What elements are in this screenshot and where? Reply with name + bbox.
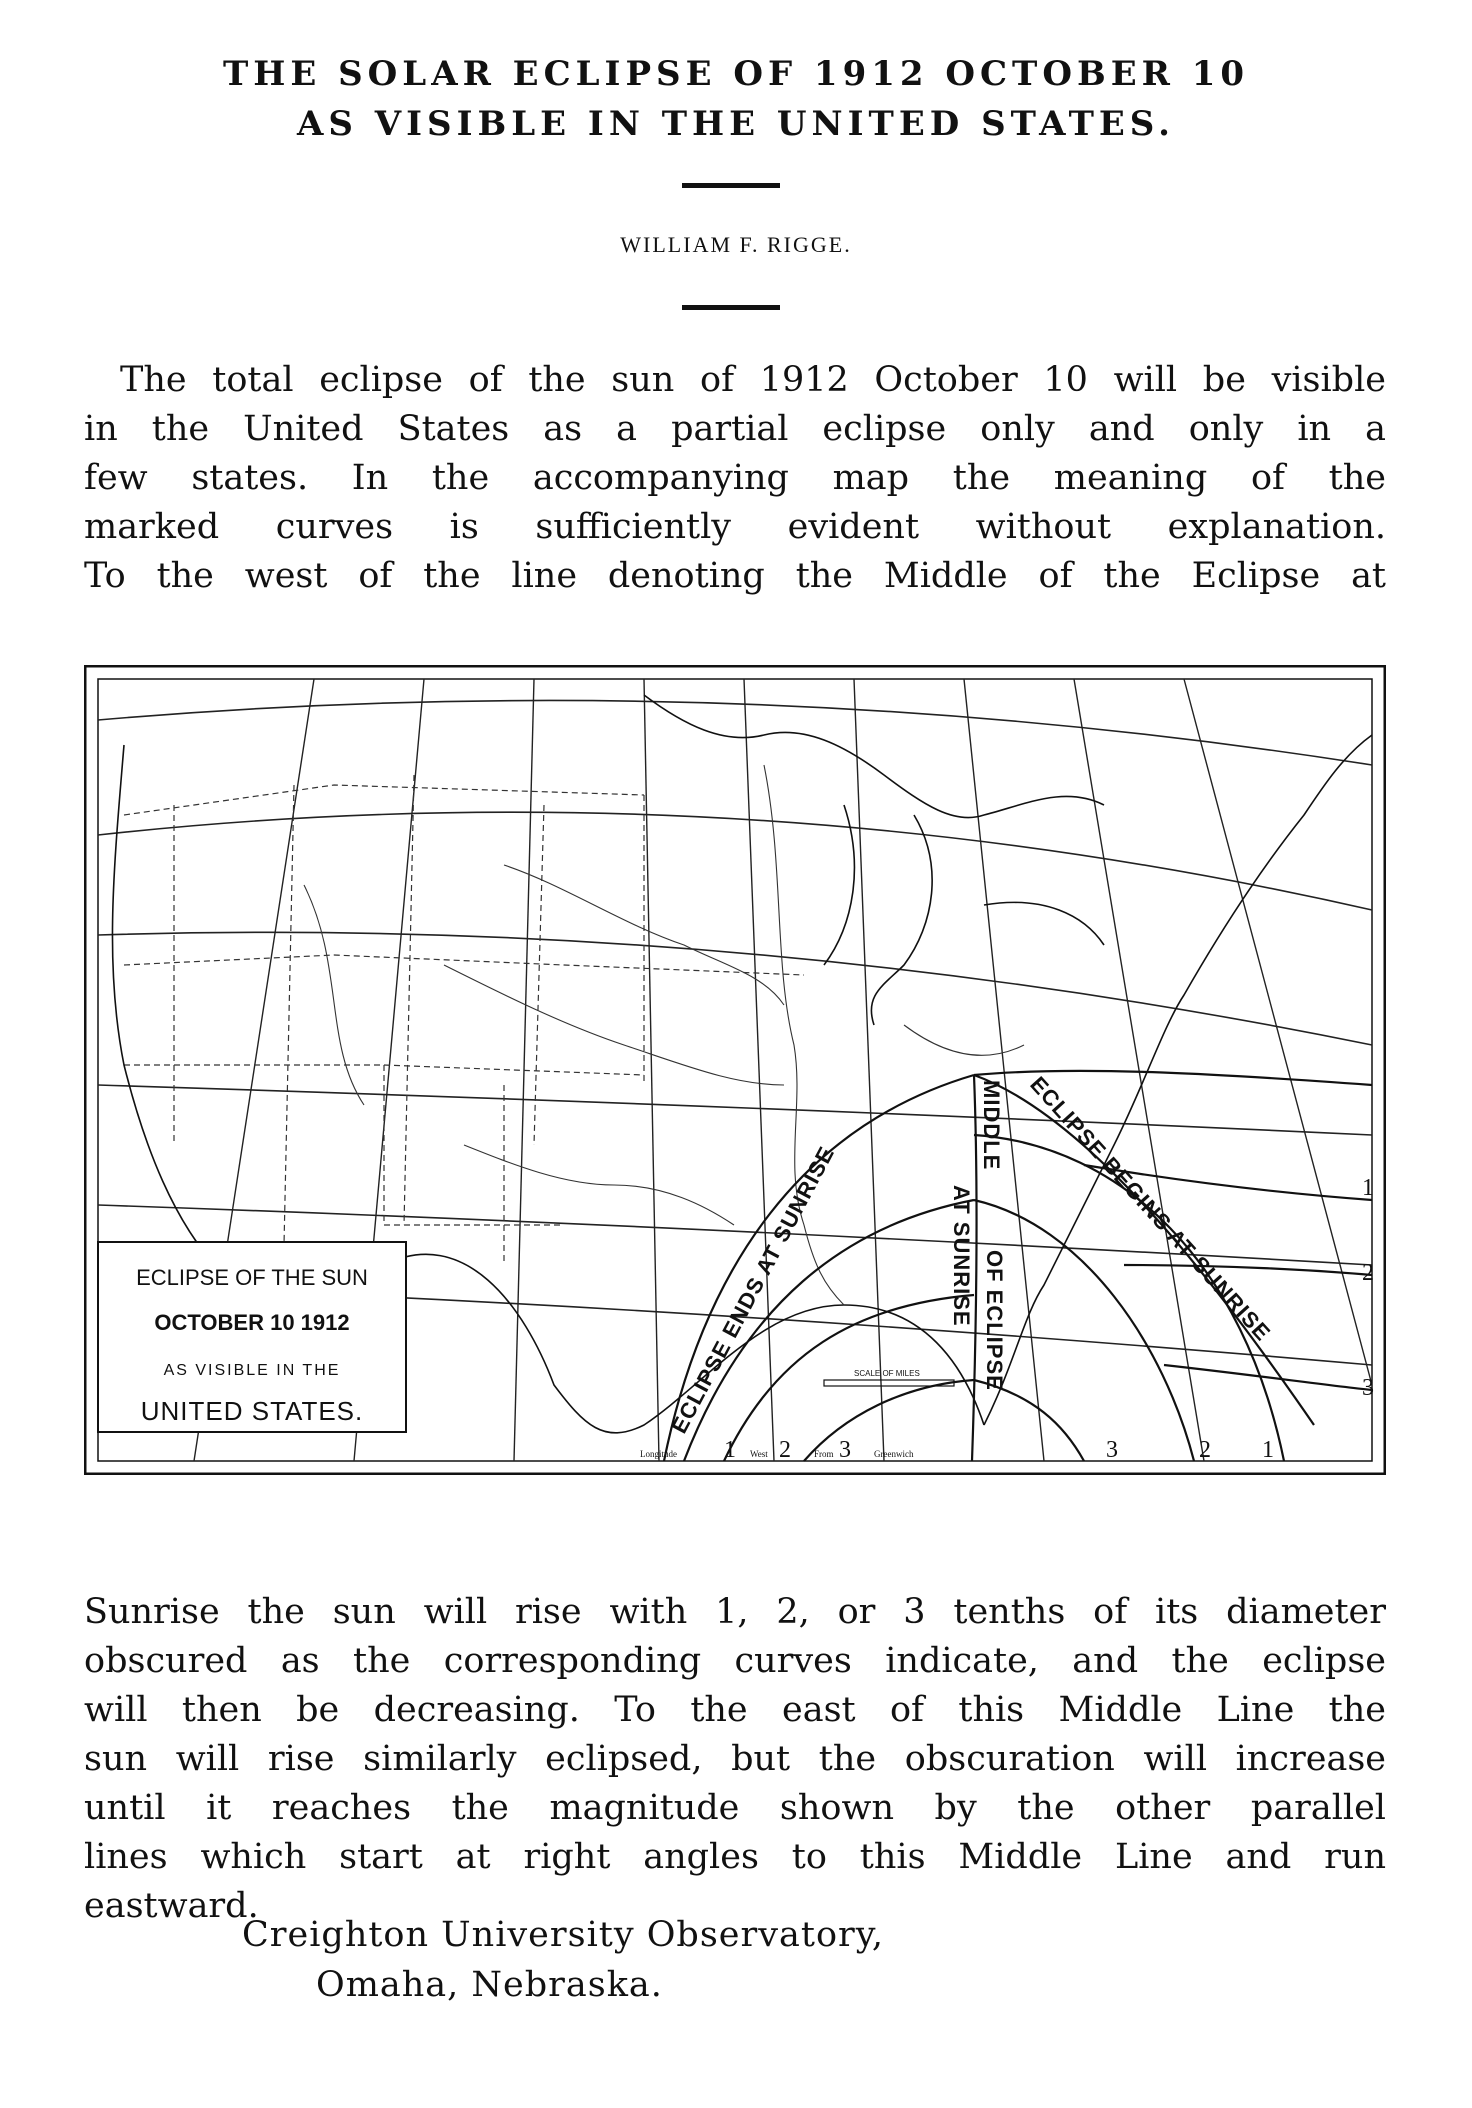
author-divider [682,305,780,310]
curve-number-right-2: 2 [1362,1260,1374,1286]
legend-line4: UNITED STATES. [140,1396,364,1426]
scale-from: From [814,1449,834,1459]
legend-line2: OCTOBER 10 1912 [154,1310,350,1335]
intro-line: in the United States as a partial eclipse only and only in a [84,409,1386,449]
curve-number-right-1: 1 [1362,1175,1374,1201]
outro-line: lines which start at right angles to this Middle Line and run [84,1837,1386,1877]
scale-greenwich: Greenwich [874,1449,914,1459]
intro-line: few states. In the accompanying map the meaning of the [84,458,1386,498]
intro-paragraph [84,356,1386,601]
legend-line1: ECLIPSE OF THE SUN [136,1265,368,1290]
article-title-line2: AS VISIBLE IN THE UNITED STATES. [297,104,1175,144]
outro-line: Sunrise the sun will rise with 1, 2, or 3 tenths of its diameter [84,1592,1386,1632]
outro-line: will then be decreasing. To the east of this Middle Line the [84,1690,1386,1730]
curve-number-bottom-east-2: 2 [1199,1437,1211,1463]
scale-of-miles-label: SCALE OF MILES [854,1369,920,1378]
eclipse-map [84,665,1386,1475]
outro-paragraph [84,1588,1386,1931]
outro-line: eastward. [84,1886,259,1926]
label-eclipse-ends: ECLIPSE ENDS AT SUNRISE [666,1141,840,1438]
scale-west: West [750,1449,768,1459]
label-of-eclipse: OF ECLIPSE [982,1250,1007,1391]
label-middle: MIDDLE [979,1080,1004,1171]
title-divider [682,183,780,188]
map-legend [98,1242,406,1432]
state-boundaries [124,775,804,1265]
signature-observatory: Creighton University Observatory, [242,1915,884,1955]
curve-number-right-3: 3 [1362,1375,1374,1401]
curve-number-bottom-2: 2 [779,1437,791,1463]
signature-location: Omaha, Nebraska. [316,1965,663,2005]
intro-line: marked curves is sufficiently evident without explanation. [84,507,1386,547]
author-name: WILLIAM F. RIGGE. [620,232,852,257]
scale-longitude: Longitude [640,1449,677,1459]
label-eclipse-begins: ECLIPSE BEGINS AT SUNRISE [1025,1071,1276,1346]
curve-number-bottom-3: 3 [839,1437,851,1463]
curve-number-bottom-1: 1 [724,1437,736,1463]
legend-line3: AS VISIBLE IN THE [163,1362,341,1379]
intro-line: To the west of the line denoting the Middle of the Eclipse at [84,556,1386,596]
outro-line: obscured as the corresponding curves indicate, and the eclipse [84,1641,1386,1681]
curve-number-bottom-east-1: 1 [1262,1437,1274,1463]
outro-line: sun will rise similarly eclipsed, but the obscuration will increase [84,1739,1386,1779]
outro-line: until it reaches the magnitude shown by the other parallel [84,1788,1386,1828]
curve-number-bottom-east-3: 3 [1106,1437,1118,1463]
intro-line: The total eclipse of the sun of 1912 October 10 will be visible [120,360,1386,400]
label-middle-at-sunrise: AT SUNRISE [949,1185,974,1327]
article-title-line1: THE SOLAR ECLIPSE OF 1912 OCTOBER 10 [222,54,1250,94]
